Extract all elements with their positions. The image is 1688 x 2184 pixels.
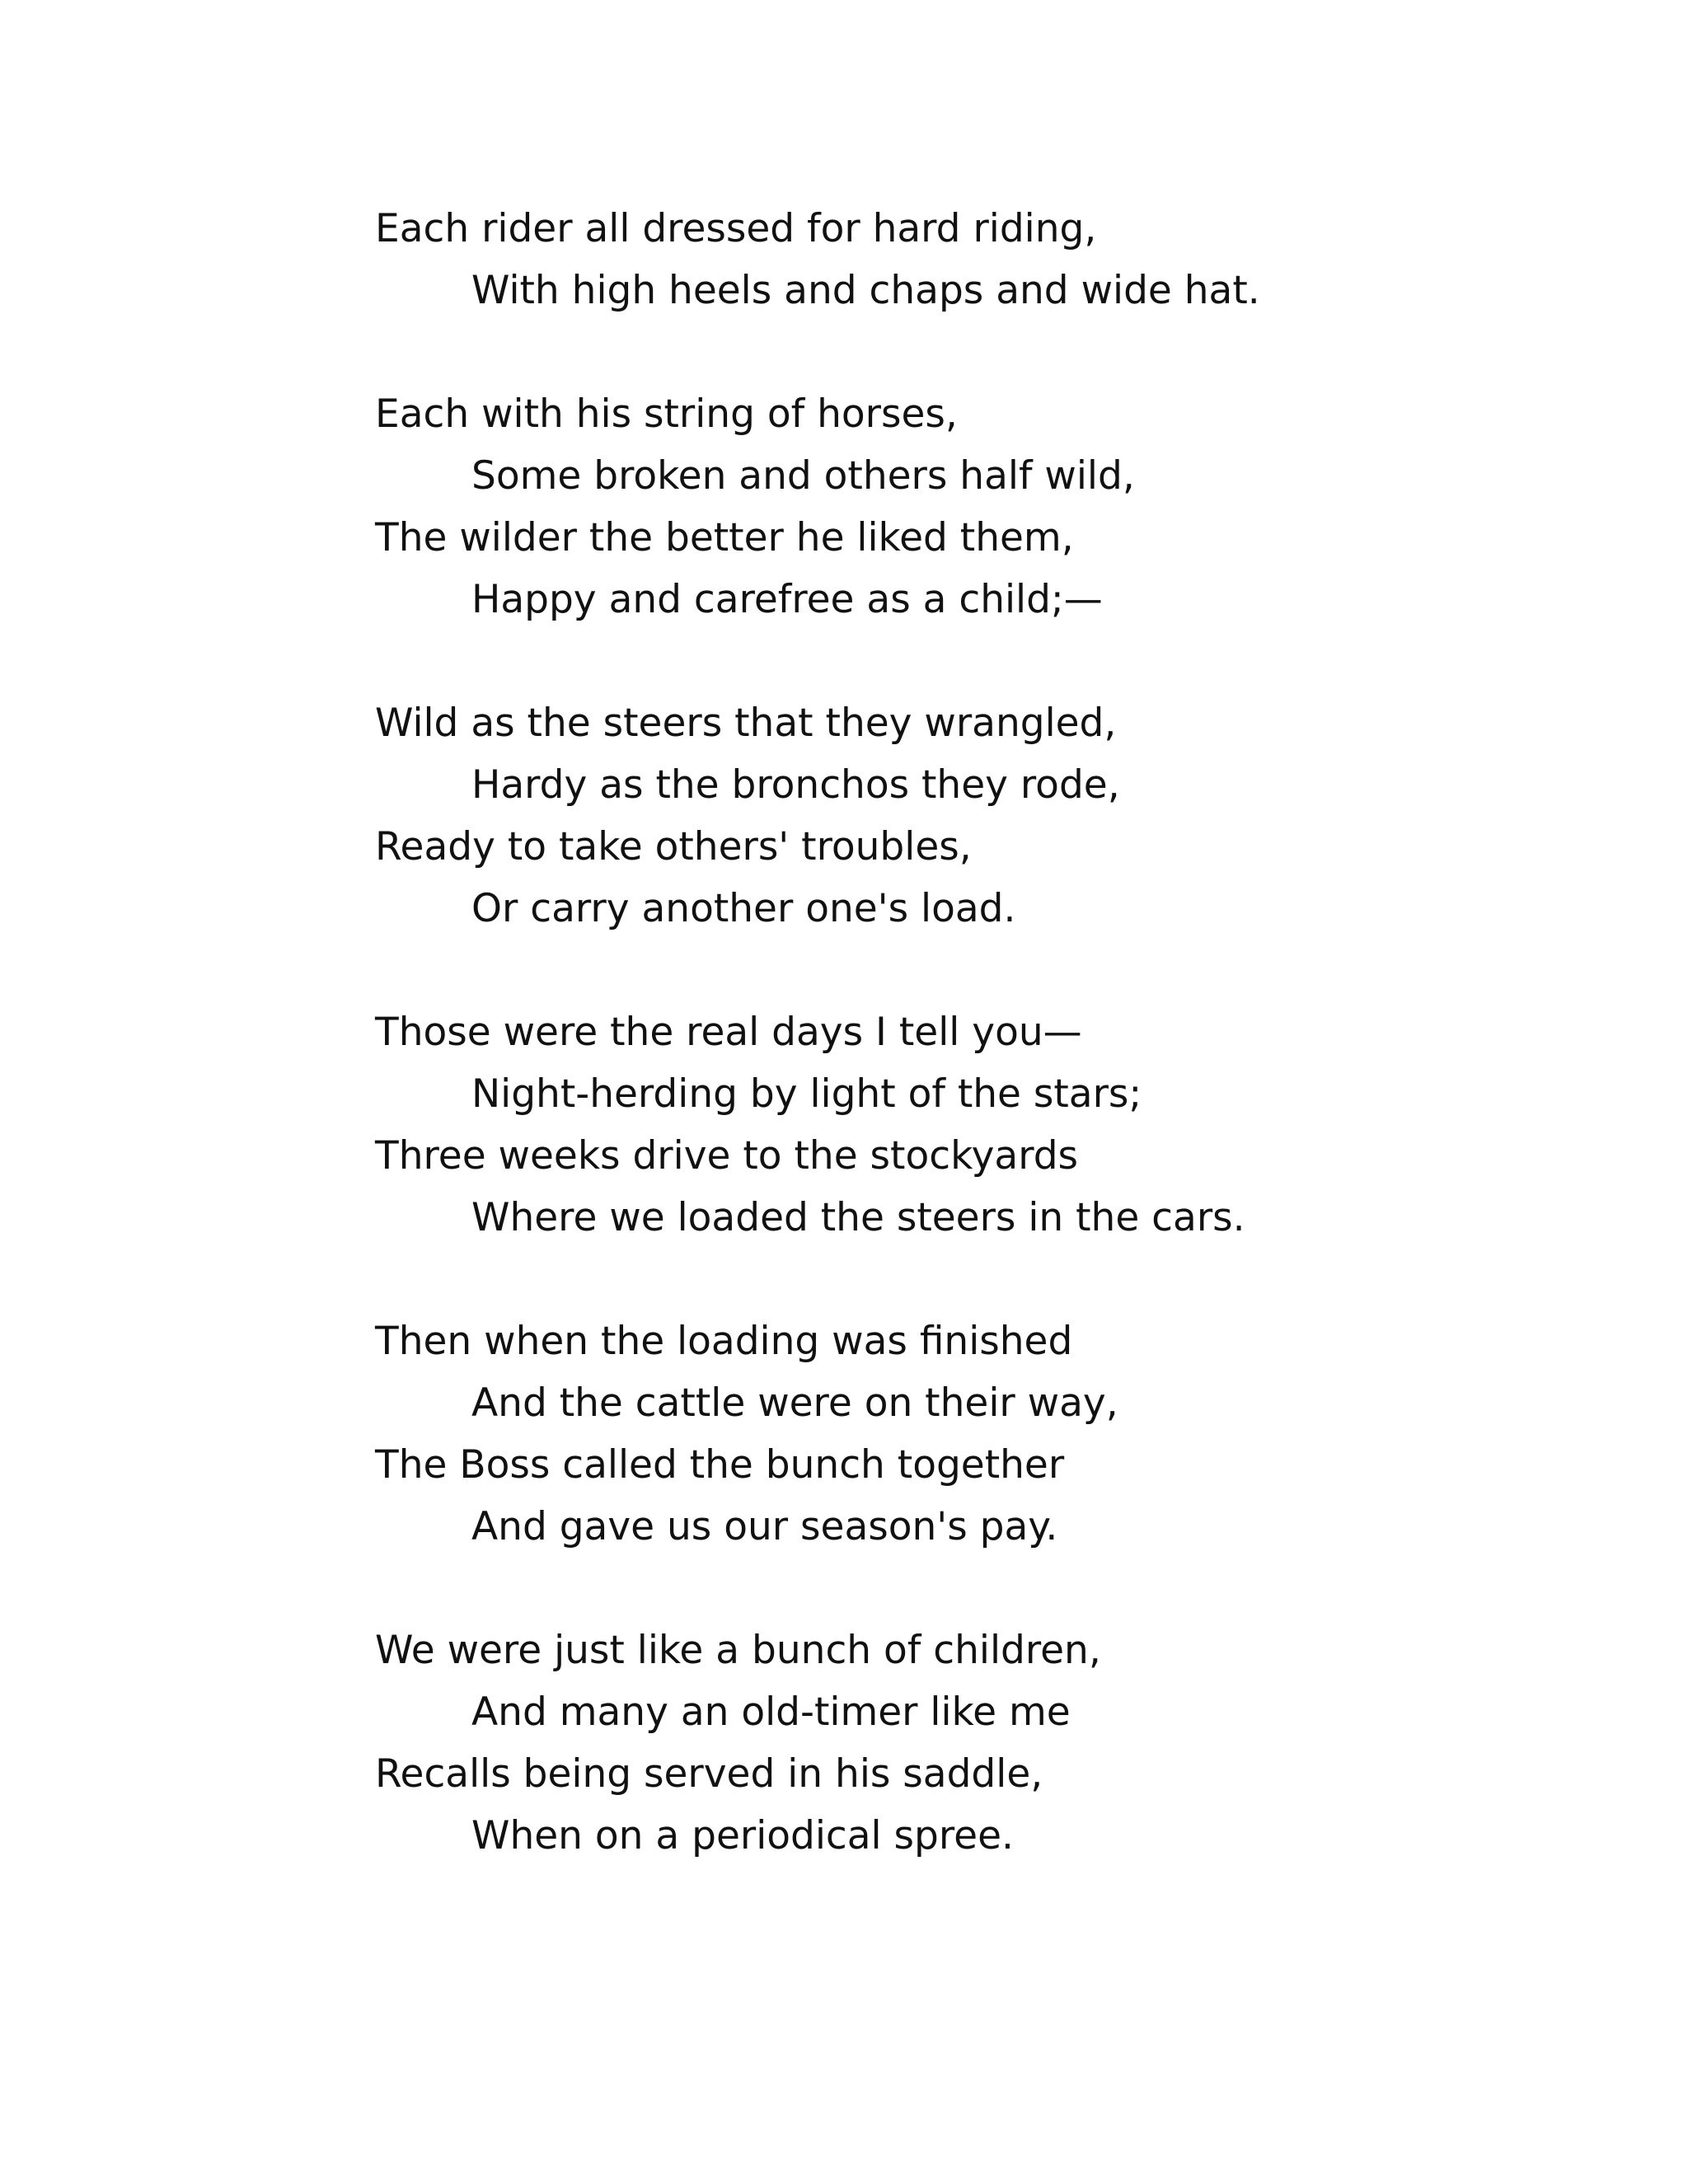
poem-line: Three weeks drive to the stockyards: [375, 1133, 1079, 1179]
poem-line-indented: Where we loaded the steers in the cars.: [471, 1195, 1245, 1240]
poem-line-indented: Some broken and others half wild,: [471, 453, 1135, 499]
poem-line-indented: Night-herding by light of the stars;: [471, 1071, 1142, 1117]
poem-line-indented: Or carry another one's load.: [471, 886, 1016, 931]
stanza-3: [375, 692, 1529, 940]
poem-line: Each with his string of horses,: [375, 391, 958, 437]
poem-line: Each rider all dressed for hard riding,: [375, 206, 1097, 251]
stanza-6: [375, 1619, 1529, 1867]
stanza-5: [375, 1310, 1529, 1558]
poem-line: We were just like a bunch of children,: [375, 1628, 1101, 1673]
poem-line-indented: Hardy as the bronchos they rode,: [471, 762, 1120, 808]
poem-line: Recalls being served in his saddle,: [375, 1751, 1043, 1797]
poem-line: The Boss called the bunch together: [375, 1442, 1065, 1488]
poem-line: Then when the loading was finished: [375, 1319, 1073, 1364]
poem-line: Ready to take others' troubles,: [375, 824, 972, 869]
poem-body: [375, 198, 1529, 1929]
poem-line-indented: With high heels and chaps and wide hat.: [471, 268, 1260, 313]
poem-line-indented: Happy and carefree as a child;—: [471, 577, 1103, 622]
poem-line-indented: And gave us our season's pay.: [471, 1504, 1058, 1549]
stanza-4: [375, 1001, 1529, 1249]
stanza-2: [375, 383, 1529, 630]
poem-line-indented: And the cattle were on their way,: [471, 1380, 1118, 1426]
poem-line: The wilder the better he liked them,: [375, 515, 1074, 560]
poem-line-indented: When on a periodical spree.: [471, 1813, 1014, 1858]
poem-line: Those were the real days I tell you—: [375, 1010, 1082, 1055]
poem-line: Wild as the steers that they wrangled,: [375, 701, 1117, 746]
stanza-1: [375, 198, 1529, 321]
poem-line-indented: And many an old-timer like me: [471, 1690, 1071, 1735]
